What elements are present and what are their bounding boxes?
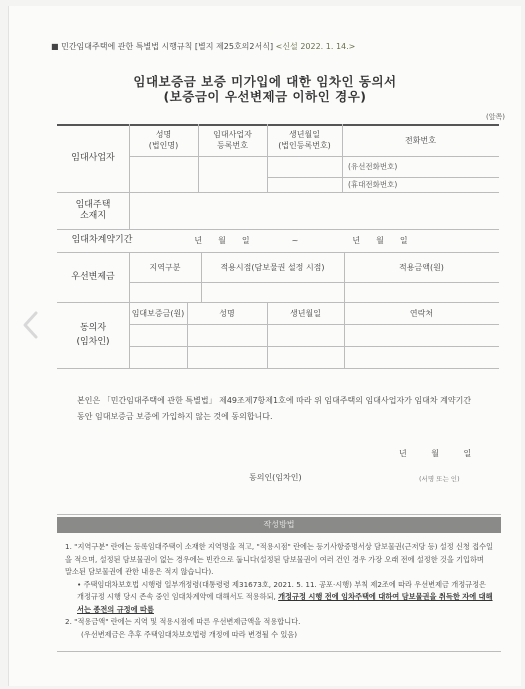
document-page [8,6,521,686]
consenter-contact-header: 연락처 [409,308,434,318]
landlord-reg-header: 임대사업자 등록번호 [213,130,252,150]
consenter-birth-field[interactable] [267,324,344,346]
signer-label: 동의인(임차인) [249,473,302,482]
landlord-birth-field[interactable] [267,156,342,192]
page-side-label: (앞쪽) [486,113,505,121]
consenter-contact-field[interactable] [344,324,499,346]
lease-start-date-field[interactable]: 년 월 일 [194,236,250,245]
priority-repayment-label: 우선변제금 [71,271,115,282]
consenter-name-field[interactable] [187,324,267,346]
instruction-item-2: 2. "적용금액" 란에는 지역 및 적용시점에 따른 우선변제금액을 적용합니다. [65,617,301,626]
consenter-name-field-2[interactable] [187,346,267,368]
instruction-note-emphasis: 개정규정 시행 전에 임차주택에 대하여 담보물권을 취득한 자에 대해서는 종전의 규정에 따름 [77,592,493,614]
priority-amount-header: 적용금액(원) [399,262,444,272]
instructions-section [57,514,501,652]
instruction-note-text: • 주택임대차보호법 시행령 일부개정령(대통령령 제31673호, 2021. 5. 11. 공포·시행) 부칙 제2조에 따라 우선변제금 개정규정은 개정규정 시행 당시 존속 중인 임대차계약에 대해서도 적용하되, [77,579,486,601]
landlord-reg-field[interactable] [198,156,267,192]
consenter-deposit-field[interactable] [129,324,187,346]
consenter-birth-field-2[interactable] [267,346,344,368]
priority-date-header: 적용시점(담보물권 설정 시점) [220,262,325,272]
landlord-name-field[interactable] [129,156,198,192]
instructions-title: 작성방법 [57,517,501,533]
consenter-label: 동의자 (임차인) [76,323,110,347]
consenter-contact-field-2[interactable] [344,346,499,368]
priority-date-field[interactable] [201,282,344,302]
form-title: 임대보증금 보증 미가입에 대한 임차인 동의서 [133,74,397,89]
landlord-phone-header: 전화번호 [405,135,436,145]
chevron-left-icon[interactable] [20,310,42,340]
landlord-label: 임대사업자 [71,152,115,163]
amend-note: <신설 2022. 1. 14.> [275,42,356,51]
lease-end-date-field[interactable]: 년 월 일 [352,236,408,245]
instruction-note [65,579,493,617]
instruction-item-2-note: (우선변제금은 추후 주택임대차보호법령 개정에 따라 변경될 수 있음) [81,629,298,639]
priority-region-header: 지역구분 [149,262,181,272]
instruction-item-1: 1. "지역구분" 란에는 등록임대주택이 소재한 지역명을 적고, "적용시점" 란에는 등기사항증명서상 담보물권(근저당 등) 설정 신청 접수일을 적으며, 설정된 담보물권이 없는 경우에는 빈칸으로 둡니다(설정된 담보물권이 여러 건인 경우 가장 오래 전에 설정한 것을 기입하며 말소된 담보물권에 관한 내용은 적지 않습니다). [65,542,493,576]
signature-field[interactable]: (서명 또는 인) [419,475,460,483]
consenter-deposit-header: 임대보증금(원) [131,308,185,318]
landlord-name-header: 성명 (법인명) [148,130,179,150]
consenter-deposit-field-2[interactable] [129,346,187,368]
instructions-body [65,541,493,641]
consent-form-table [57,124,499,368]
lease-period-tilde: ~ [291,236,299,245]
consenter-birth-header: 생년월일 [290,308,321,318]
landlord-birth-header: 생년월일 (법인등록번호) [278,130,331,150]
landlord-mobile-field[interactable]: (휴대전화번호) [348,180,398,189]
sign-date[interactable]: 년 월 일 [399,449,472,458]
law-reference: ■ 민간임대주택에 관한 특별법 시행규칙 [별지 제25호의2서식] [51,42,274,51]
priority-amount-field[interactable] [344,282,499,302]
consenter-name-header: 성명 [219,308,235,318]
lease-period-label: 임대차계약기간 [71,235,133,245]
consent-statement: 본인은 「민간임대주택에 관한 특별법」 제49조제7항제1호에 따라 위 임대주택의 임대사업자가 임대차 계약기간 동안 임대보증금 보증에 가입하지 않는 것에 동의합니다. [77,396,472,421]
priority-region-field[interactable] [129,282,201,302]
landlord-landline-field[interactable]: (유선전화번호) [348,162,398,171]
property-address-label: 임대주택 소재지 [75,199,111,221]
property-address-field[interactable] [129,192,499,229]
form-header [51,41,355,52]
form-subtitle: (보증금이 우선변제금 이하인 경우) [163,89,367,104]
